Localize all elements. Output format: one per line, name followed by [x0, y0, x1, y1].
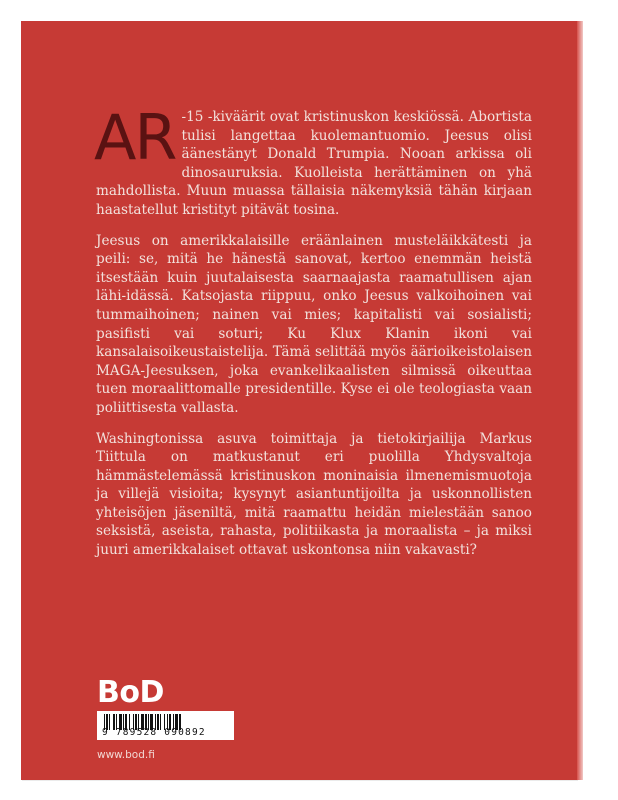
drop-cap: AR: [94, 101, 176, 174]
publisher-logo: BoD: [97, 675, 164, 710]
cover-edge: [577, 21, 583, 780]
paragraph-2: Jeesus on amerikkalaisille eräänlainen musteläikkätesti ja peili: se, mitä he hänestä sanovat, kertoo enemmän heistä itsestään kuin juutalaisesta saarnaajasta raamatullisen ajan lähi-idässä. Katsojasta riippuu, onko Jeesus valkoihoinen vai tummaihoinen; nainen vai mies; kapitalisti vai sosialisti; pasifisti vai soturi; Ku Klux Klanin ikoni vai kansalaisoikeustaistelija. Tämä selittää myös äärioikeistolaisen MAGA-Jeesuksen, joka evankelikaalisten silmissä oikeuttaa tuen moraalittomalle presidentille. Kyse ei ole teologiasta vaan poliittisesta vallasta.: [96, 232, 532, 416]
isbn-barcode: [97, 711, 234, 740]
intro-paragraph: [94, 101, 532, 220]
intro-text: -15 -kiväärit ovat kristinuskon keskiössä. Abortista tulisi langettaa kuolemantuomio. Jeesus olisi äänestänyt Donald Trumpia. Nooan arkissa oli dinosauruksia. Kuolleista herättäminen on yhä mahdollista. Muun muassa tällaisia näkemyksiä tähän kirjaan haastatellut kristityt pitävät tosina.: [96, 109, 532, 218]
publisher-website: www.bod.fi: [97, 749, 155, 761]
isbn-number: 9 789528 090892: [102, 727, 206, 738]
paragraph-3: Washingtonissa asuva toimittaja ja tietokirjailija Markus Tiittula on matkustanut eri puolilla Yhdysvaltoja hämmästelemässä kristinuskon moninaisia ilmenemismuotoja ja villejä visioita; kysynyt asiantuntijoilta ja uskonnollisten yhteisöjen jäseniltä, mitä raamattu heidän mielestään sanoo seksistä, aseista, rahasta, politiikasta ja moraalista – ja miksi juuri amerikkalaiset ottavat uskontonsa niin vakavasti?: [96, 430, 532, 559]
blurb: [94, 101, 532, 572]
